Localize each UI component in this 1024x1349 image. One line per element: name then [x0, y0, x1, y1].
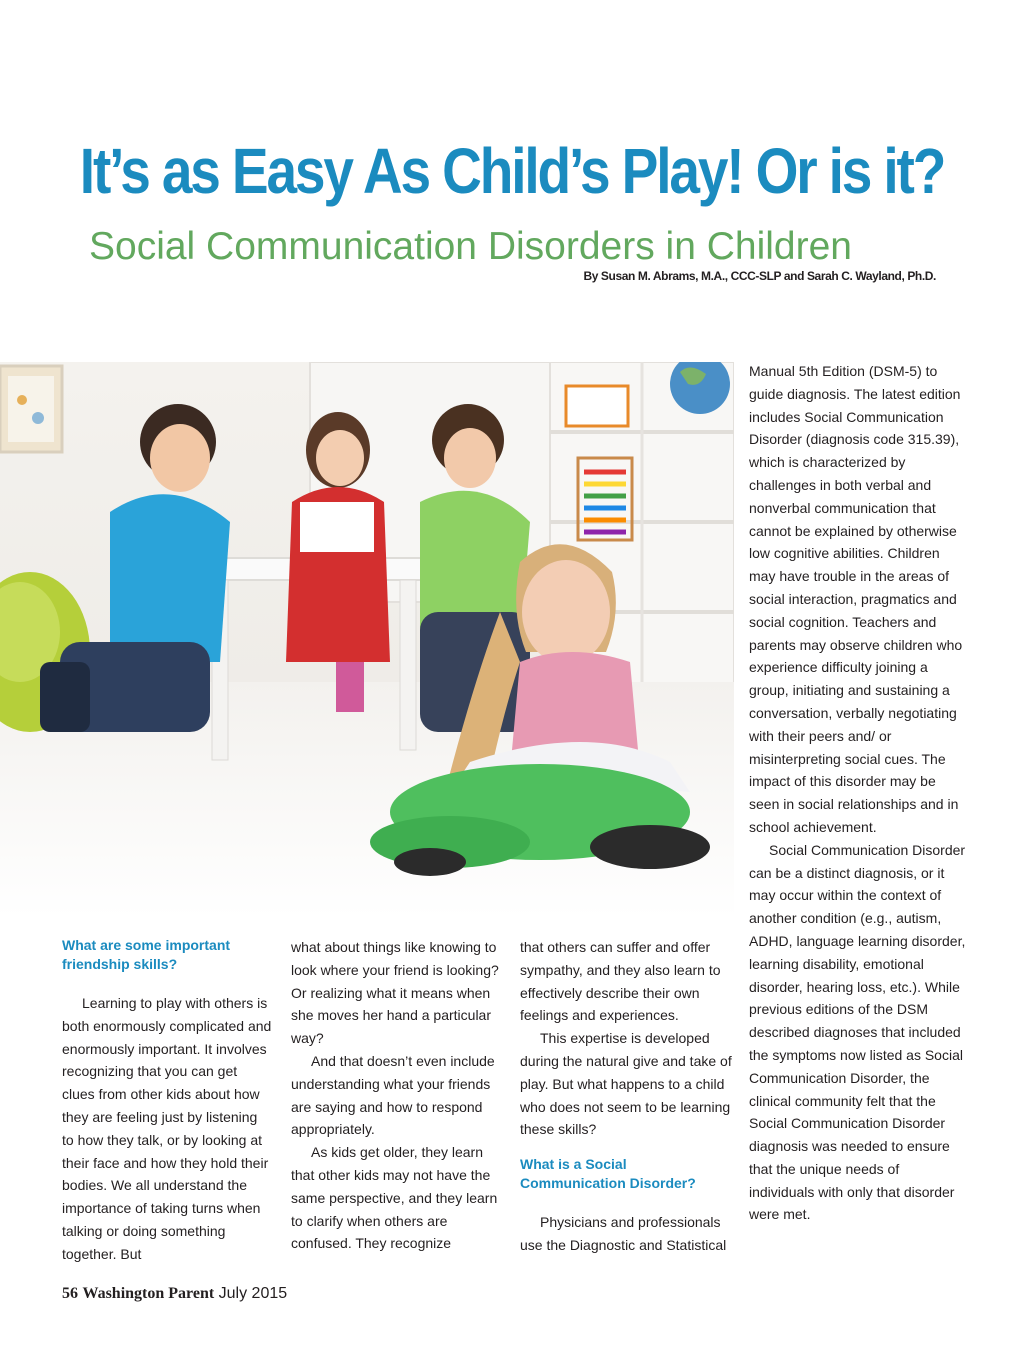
page-footer: [62, 1283, 287, 1305]
section-heading-friendship-skills: What are some important friendship skills?: [62, 937, 231, 972]
paragraph: Social Communication Disorder can be a distinct diagnosis, or it may occur within the context of another condition (e.g., autism, ADHD, language learning disorder, learning disability, emotional disorder, hearing loss, etc.). While previous editions of the DSM described diagnoses that included the symptoms now listed as Social Communication Disorder, the clinical community felt that the Social Communication Disorder diagnosis was needed to ensure that the unique needs of individuals with only that disorder were met.: [749, 841, 966, 1223]
byline: By Susan M. Abrams, M.A., CCC-SLP and Sarah C. Wayland, Ph.D.: [583, 269, 936, 283]
article-column-2: [291, 936, 505, 1255]
paragraph: This expertise is developed during the natural give and take of play. But what happens to a child who does not seem to be learning these skills?: [520, 1030, 732, 1138]
paragraph: As kids get older, they learn that other kids may not have the same perspective, and they learn to clarify when others are confused. They recognize: [291, 1144, 498, 1252]
section-heading-social-communication-disorder: What is a Social Communication Disorder?: [520, 1156, 696, 1192]
paragraph: that others can suffer and offer sympathy, and they also learn to effectively describe their own feelings and experiences.: [520, 939, 721, 1024]
paragraph: Physicians and professionals use the Diagnostic and Statistical: [520, 1214, 727, 1253]
article-column-3: [520, 936, 732, 1257]
article-title: It’s as Easy As Child’s Play! Or is it?: [79, 135, 945, 207]
page-number: 56: [62, 1285, 78, 1302]
article-subtitle: Social Communication Disorders in Children: [89, 225, 852, 268]
children-playing-photo: [0, 362, 734, 918]
paragraph: what about things like knowing to look where your friend is looking? Or realizing what it means when she moves her hand a particular way?: [291, 939, 499, 1047]
paragraph: Learning to play with others is both enormously complicated and enormously important. It involves recognizing that you can get clues from other kids about how they are feeling just by listening to how they talk, or by looking at their face and how they hold their bodies. We all understand the importance of taking turns when talking or doing something together. But: [62, 995, 272, 1262]
paragraph: Manual 5th Edition (DSM-5) to guide diagnosis. The latest edition includes Social Communication Disorder (diagnosis code 315.39), which is characterized by challenges in both verbal and nonverbal communication that cannot be explained by otherwise low cognitive abilities. Children may have trouble in the areas of social interaction, pragmatics and social cognition. Teachers and parents may observe children who experience difficulty joining a group, initiating and sustaining a conversation, verbally negotiating with their peers and/ or misinterpreting social cues. The impact of this disorder may be seen in social relationships and in school achievement.: [749, 363, 963, 835]
article-column-1: [62, 936, 272, 1266]
article-column-4: [749, 360, 967, 1226]
issue-date: July 2015: [218, 1285, 288, 1302]
magazine-name: Washington Parent: [82, 1285, 215, 1302]
paragraph: And that doesn’t even include understanding what your friends are saying and how to respond appropriately.: [291, 1052, 495, 1138]
